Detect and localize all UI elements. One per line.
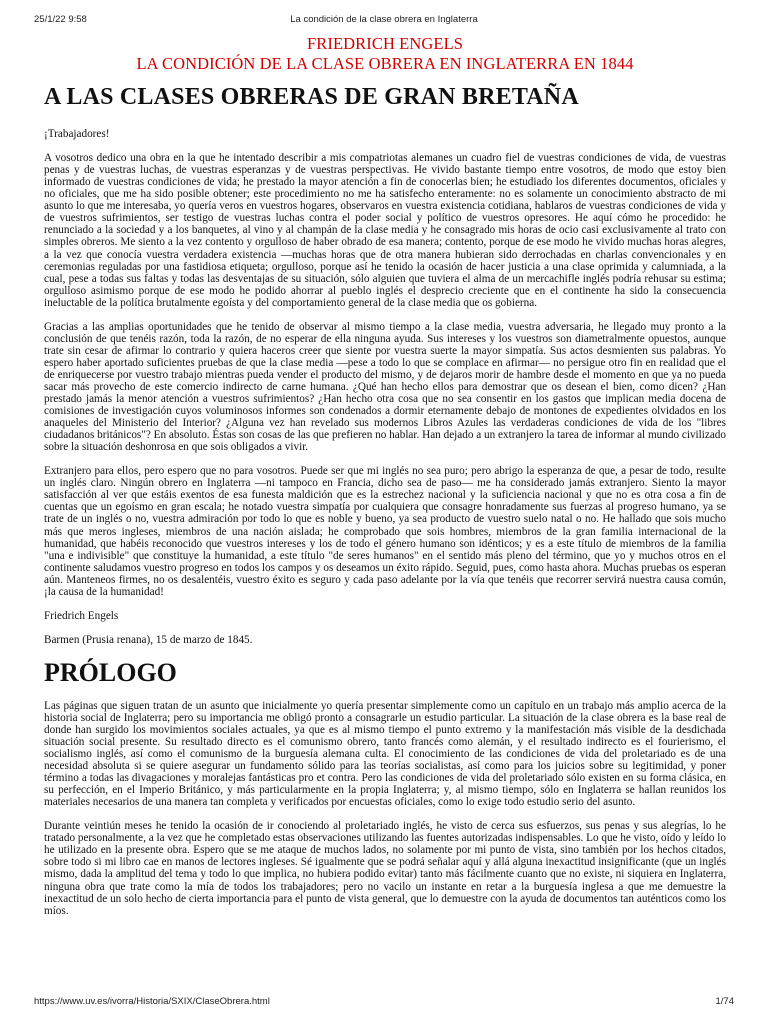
book-title: LA CONDICIÓN DE LA CLASE OBRERA EN INGLATERRA EN 1844 <box>136 54 634 74</box>
document-body <box>44 34 726 929</box>
signature: Friedrich Engels <box>44 609 119 622</box>
salutation: ¡Trabajadores! <box>44 128 110 141</box>
print-footer <box>34 996 734 1007</box>
dedication-paragraph: A vosotros dedico una obra en la que he intentado describir a mis compatriotas alemanes un cuadro fiel de vuestras condiciones de vida, de vuestras penas y de vuestras luchas, de vuestras esperanzas y de vuestras perspectivas. He vivido bastante tiempo entre vosotros, de modo que estoy bien informado de vuestras condiciones de vida; he prestado la mayor atención a fin de conocerlas bien; he estudiado los diferentes documentos, oficiales y no oficiales, que me ha sido posible obtener; este procedimiento no me ha satisfecho enteramente: no es solamente un conocimiento abstracto de mi asunto lo que me interesaba, yo quería veros en vuestros hogares, observaros en vuestra existencia cotidiana, hablaros de vuestras condiciones de vida y de vuestros sufrimientos, ser testigo de vuestras luchas contra el poder social y político de vuestros opresores. He aquí cómo he procedido: he renunciado a la sociedad y a los banquetes, al vino y al champán de la clase media y he consagrado mis horas de ocio casi exclusivamente al trato con simples obreros. Me siento a la vez contento y orgulloso de haber obrado de esa manera; contento, porque de ese modo he vivido muchas horas alegres, a la vez que conocía vuestra verdadera existencia —muchas horas que de otra manera hubieran sido derrochadas en charlas convencionales y en ceremonias reguladas por una fastidiosa etiqueta; orgulloso, porque así he tenido la ocasión de hacer justicia a una clase oprimida y calumniada, a la cual, pese a todas sus faltas y todas las desventajas de su situación, sólo alguien que tuviera el alma de un mercachifle inglés podría rehusar su estima; orgulloso asimismo porque de ese modo he podido ahorrar al pueblo inglés el desprecio creciente que en el continente ha sido la consecuencia ineluctable de la política brutalmente egoísta y del comportamiento general de la clase media que os gobierna. <box>44 152 726 309</box>
prologue-heading: PRÓLOGO <box>44 657 177 687</box>
print-page-title: La condición de la clase obrera en Inglaterra <box>290 14 478 25</box>
print-datetime: 25/1/22 9:58 <box>34 14 87 25</box>
prologue-paragraph: Durante veintiún meses he tenido la ocasión de ir conociendo al proletariado inglés, he visto de cerca sus esfuerzos, sus penas y sus alegrías, lo he tratado personalmente, a la vez que he completado estas observaciones utilizando las fuentes autorizadas indispensables. Lo que he visto, oído y leído lo he utilizado en la presente obra. Espero que se me ataque de muchos lados, no solamente por mi punto de vista, sino también por los hechos citados, sobre todo si mi libro cae en manos de lectores ingleses. Sé igualmente que se podrá señalar aquí y allá alguna inexactitud insignificante (que un inglés mismo, dada la amplitud del tema y todo lo que implica, no hubiera podido evitar) tanto más fácilmente cuanto que no existe, ni siquiera en Inglaterra, ninguna obra que trate como la mía de todos los trabajadores; pero no vacilo un instante en retar a la burguesía inglesa a que me demuestre la inexactitud de un solo hecho de cierta importancia para el punto de vista general, que lo demuestre con la ayuda de documentos tan auténticos como los míos. <box>44 820 726 917</box>
print-url[interactable]: https://www.uv.es/ivorra/Historia/SXIX/ClaseObrera.html <box>34 996 270 1007</box>
dedication-paragraph: Extranjero para ellos, pero espero que no para vosotros. Puede ser que mi inglés no sea puro; pero abrigo la esperanza de que, a pesar de todo, resulte un inglés claro. Ningún obrero en Inglaterra —ni tampoco en Francia, dicho sea de paso— me ha considerado jamás extranjero. Siento la mayor satisfacción al ver que estáis exentos de esa funesta maldición que es la estrechez nacional y la suficiencia nacional y que no es otra cosa a fin de cuentas que un egoísmo en gran escala; he notado vuestra simpatía por cualquiera que consagre honradamente sus fuerzas al progreso humano, ya se trate de un inglés o no, vuestra admiración por todo lo que es noble y bueno, ya sea producto de vuestro suelo natal o no. He hallado que sois mucho más que meros ingleses, miembros de una nación aislada; he comprobado que sois hombres, miembros de la gran familia internacional de la humanidad, que habéis reconocido que vuestros intereses y los de todo el género humano son idénticos; y es a este título de miembros de la familia "una e indivisible" que constituye la humanidad, a este título "de seres humanos" en el sentido más pleno del término, que yo y muchos otros en el continente saludamos vuestro progreso en todos los campos y os deseamos un éxito rápido. Seguid, pues, como hasta ahora. Muchas pruebas os esperan aún. Manteneos firmes, no os desalentéis, vuestro éxito es seguro y cada paso adelante por la vía que tenéis que recorrer servirá nuestra causa común, ¡la causa de la humanidad! <box>44 465 726 598</box>
prologue-paragraph: Las páginas que siguen tratan de un asunto que inicialmente yo quería presentar simplemente como un capítulo en un trabajo más amplio acerca de la historia social de Inglaterra; pero su importancia me obligó pronto a consagrarle un estudio particular. La situación de la clase obrera es la base real de donde han surgido los movimientos sociales actuales, ya que es al mismo tiempo el punto extremo y la manifestación más visible de la desdichada situación social presente. Su resultado directo es el comunismo obrero, tanto francés como alemán, y el resultado indirecto es el fourierismo, el socialismo inglés, así como el comunismo de la burguesía alemana culta. El conocimiento de las condiciones de vida del proletariado es de una necesidad absoluta si se quiere asegurar un fundamento sólido para las teorías socialistas, así como para los juicios sobre su legitimidad, y poner término a todas las divagaciones y moralejas fantásticas pro et contra. Pero las condiciones de vida del proletariado sólo existen en su forma clásica, en su perfección, en el Imperio Británico, y más particularmente en la propia Inglaterra; y, al mismo tiempo, sólo en Inglaterra se hallan reunidos los materiales necesarios de una manera tan completa y verificados por encuestas oficiales, como lo exige todo estudio serio del asunto. <box>44 699 726 809</box>
author-name: FRIEDRICH ENGELS <box>306 34 464 53</box>
dedication-heading: A LAS CLASES OBRERAS DE GRAN BRETAÑA <box>44 84 579 111</box>
place-date: Barmen (Prusia renana), 15 de marzo de 1845. <box>44 633 253 646</box>
page-indicator: 1/74 <box>715 996 734 1007</box>
dedication-paragraph: Gracias a las amplias oportunidades que he tenido de observar al mismo tiempo a la clase media, vuestra adversaria, he llegado muy pronto a la conclusión de que tenéis razón, toda la razón, de no esperar de ella ninguna ayuda. Sus intereses y los vuestros son diametralmente opuestos, aunque trate sin cesar de afirmar lo contrario y quiera haceros creer que siente por vuestra suerte la mayor simpatía. Sus actos desmienten sus palabras. Yo espero haber aportado suficientes pruebas de que la clase media —pese a todo lo que se complace en afirmar— no persigue otro fin en realidad que el de enriquecerse por vuestro trabajo mientras pueda vender el producto del mismo, y de dejaros morir de hambre desde el momento en que ya no pueda sacar más provecho de este comercio indirecto de carne humana. ¿Qué han hecho ellos para demostrar que os desean el bien, como dicen? ¿Han prestado jamás la menor atención a vuestros sufrimientos? ¿Han hecho otra cosa que no sea consentir en los gastos que implican media docena de comisiones de investigación cuyos voluminosos informes son condenados a dormir eternamente debajo de montones de expedientes olvidados en los anaqueles del Ministerio del Interior? ¿Alguna vez han revelado sus modernos Libros Azules las verdaderas condiciones de vida de los "libres ciudadanos británicos"? En absoluto. Éstas son cosas de las que prefieren no hablar. Han dejado a un extranjero la tarea de informar al mundo civilizado sobre la situación deshonrosa en que sois obligados a vivir. <box>44 320 726 454</box>
